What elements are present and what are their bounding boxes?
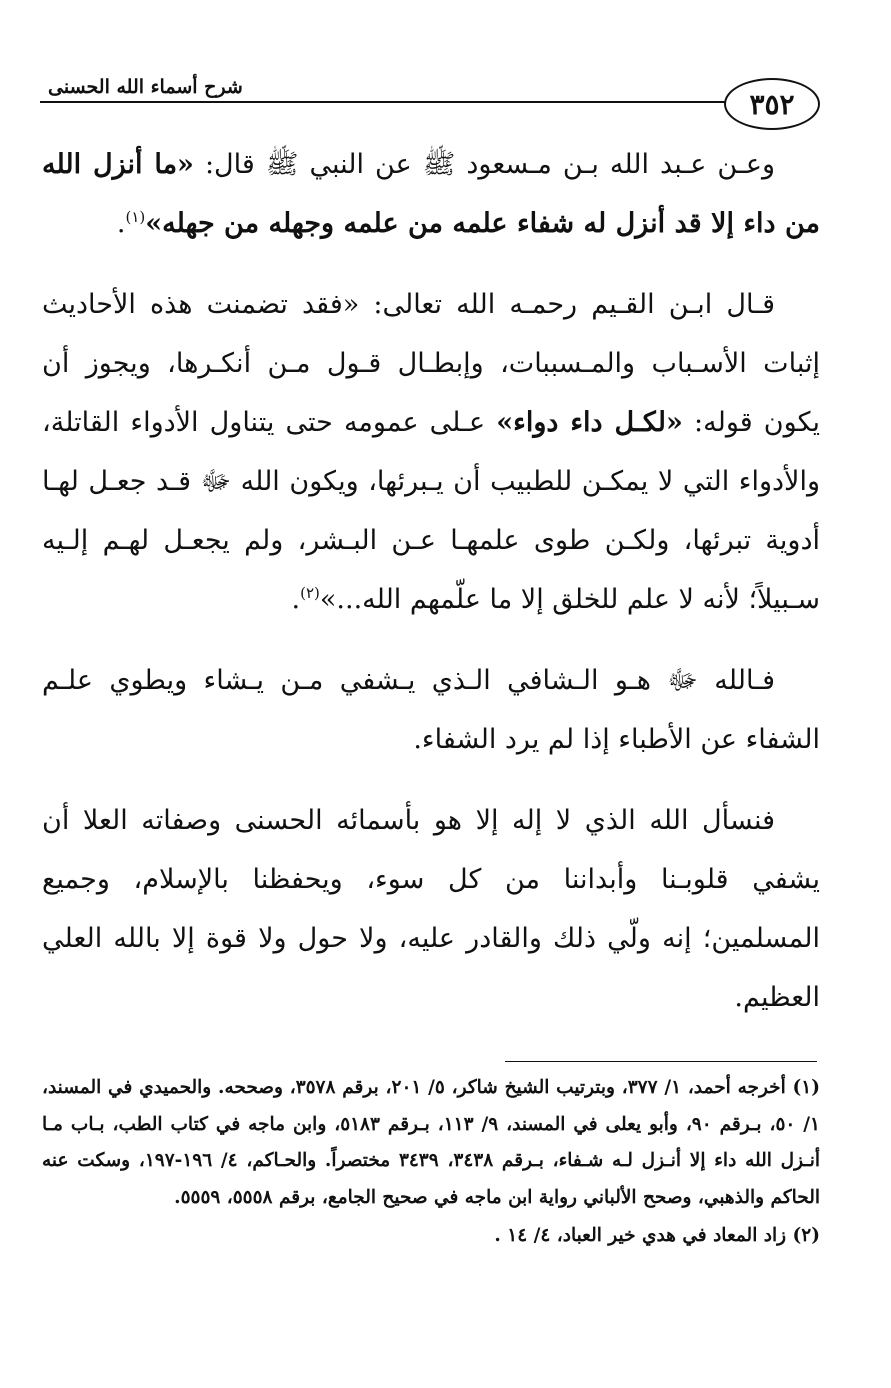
hadith-intro: وعـن عـبد الله بـن مـسعود ﷺ عن النبي ﷺ قال: bbox=[193, 149, 776, 180]
page-header bbox=[40, 70, 830, 132]
ibn-qayyim-text: عـلى عمومه حتى يتناول الأدواء القاتلة، والأدواء التي لا يمكـن للطبيب أن يـبرئها، ويكون الله ﷻ قـد جعـل لهـا أدوية تبرئها، ولكـن طوى علمهـا عـن البـشر، ولم يجعـل لهـم إلـيه سـبيلاً؛ لأنه لا علم للخلق إلا ما علّمهم الله...» bbox=[42, 407, 820, 615]
footnotes bbox=[42, 1070, 820, 1257]
footnote-ref-2[interactable]: (٢) bbox=[300, 584, 320, 602]
hadith-quote: «ما أنزل الله من داء إلا قد أنزل له شفاء علمه من علمه وجهله من جهله» bbox=[42, 149, 820, 239]
cure-quote: «لكـل داء دواء» bbox=[496, 407, 683, 438]
footnote-rule bbox=[505, 1061, 817, 1062]
page-number: ٣٥٢ bbox=[724, 78, 820, 130]
paragraph-hadith bbox=[42, 135, 820, 253]
footnote-2: (٢) زاد المعاد في هدي خير العباد، ٤/ ١٤ . bbox=[494, 1225, 820, 1246]
ibn-qayyim-end: . bbox=[291, 584, 301, 615]
ibn-qayyim-intro: قـال ابـن القـيم رحمـه الله تعالى: «فقد تضمنت هذه الأحاديث إثبات الأسـباب والمـسببات، وإبطـال قـول مـن أنكـرها، ويجوز أن يكون قوله: bbox=[42, 289, 820, 438]
paragraph-ibn-qayyim bbox=[42, 275, 820, 629]
footnote-ref-1[interactable]: (١) bbox=[125, 208, 146, 226]
running-title: شرح أسماء الله الحسنى bbox=[48, 76, 243, 98]
paragraph-shafi: فـالله ﷻ هـو الـشافي الـذي يـشفي مـن يـشاء ويطوي علـم الشفاء عن الأطباء إذا لم يرد الشفاء. bbox=[42, 665, 820, 755]
footnote-1: (١) أخرجه أحمد، ١/ ٣٧٧، وبترتيب الشيخ شاكر، ٥/ ٢٠١، برقم ٣٥٧٨، وصححه. والحميدي في المسند، ١/ ٥٠، بـرقم ٩٠، وأبو يعلى في المسند، ٩/ ١١٣، بـرقم ٥١٨٣، وابن ماجه في كتاب الطب، بـاب مـا أنـزل الله داء إلا أنـزل لـه شـفاء، بـرقم ٣٤٣٨، ٣٤٣٩ مختصراً. والحـاكم، ٤/ ١٩٦-١٩٧، وسكت عنه الحاكم والذهبي، وصحح الألباني رواية ابن ماجه في صحيح الجامع، برقم ٥٥٥٨، ٥٥٥٩. bbox=[42, 1077, 820, 1208]
main-text bbox=[42, 135, 820, 1049]
header-rule bbox=[40, 101, 740, 103]
hadith-end: . bbox=[116, 208, 126, 239]
paragraph-dua: فنسأل الله الذي لا إله إلا هو بأسمائه الحسنى وصفاته العلا أن يشفي قلوبـنا وأبداننا من كل سوء، ويحفظنا بالإسلام، وجميع المسلمين؛ إنه ولّي ذلك والقادر عليه، ولا حول ولا قوة إلا بالله العلي العظيم. bbox=[42, 805, 820, 1013]
